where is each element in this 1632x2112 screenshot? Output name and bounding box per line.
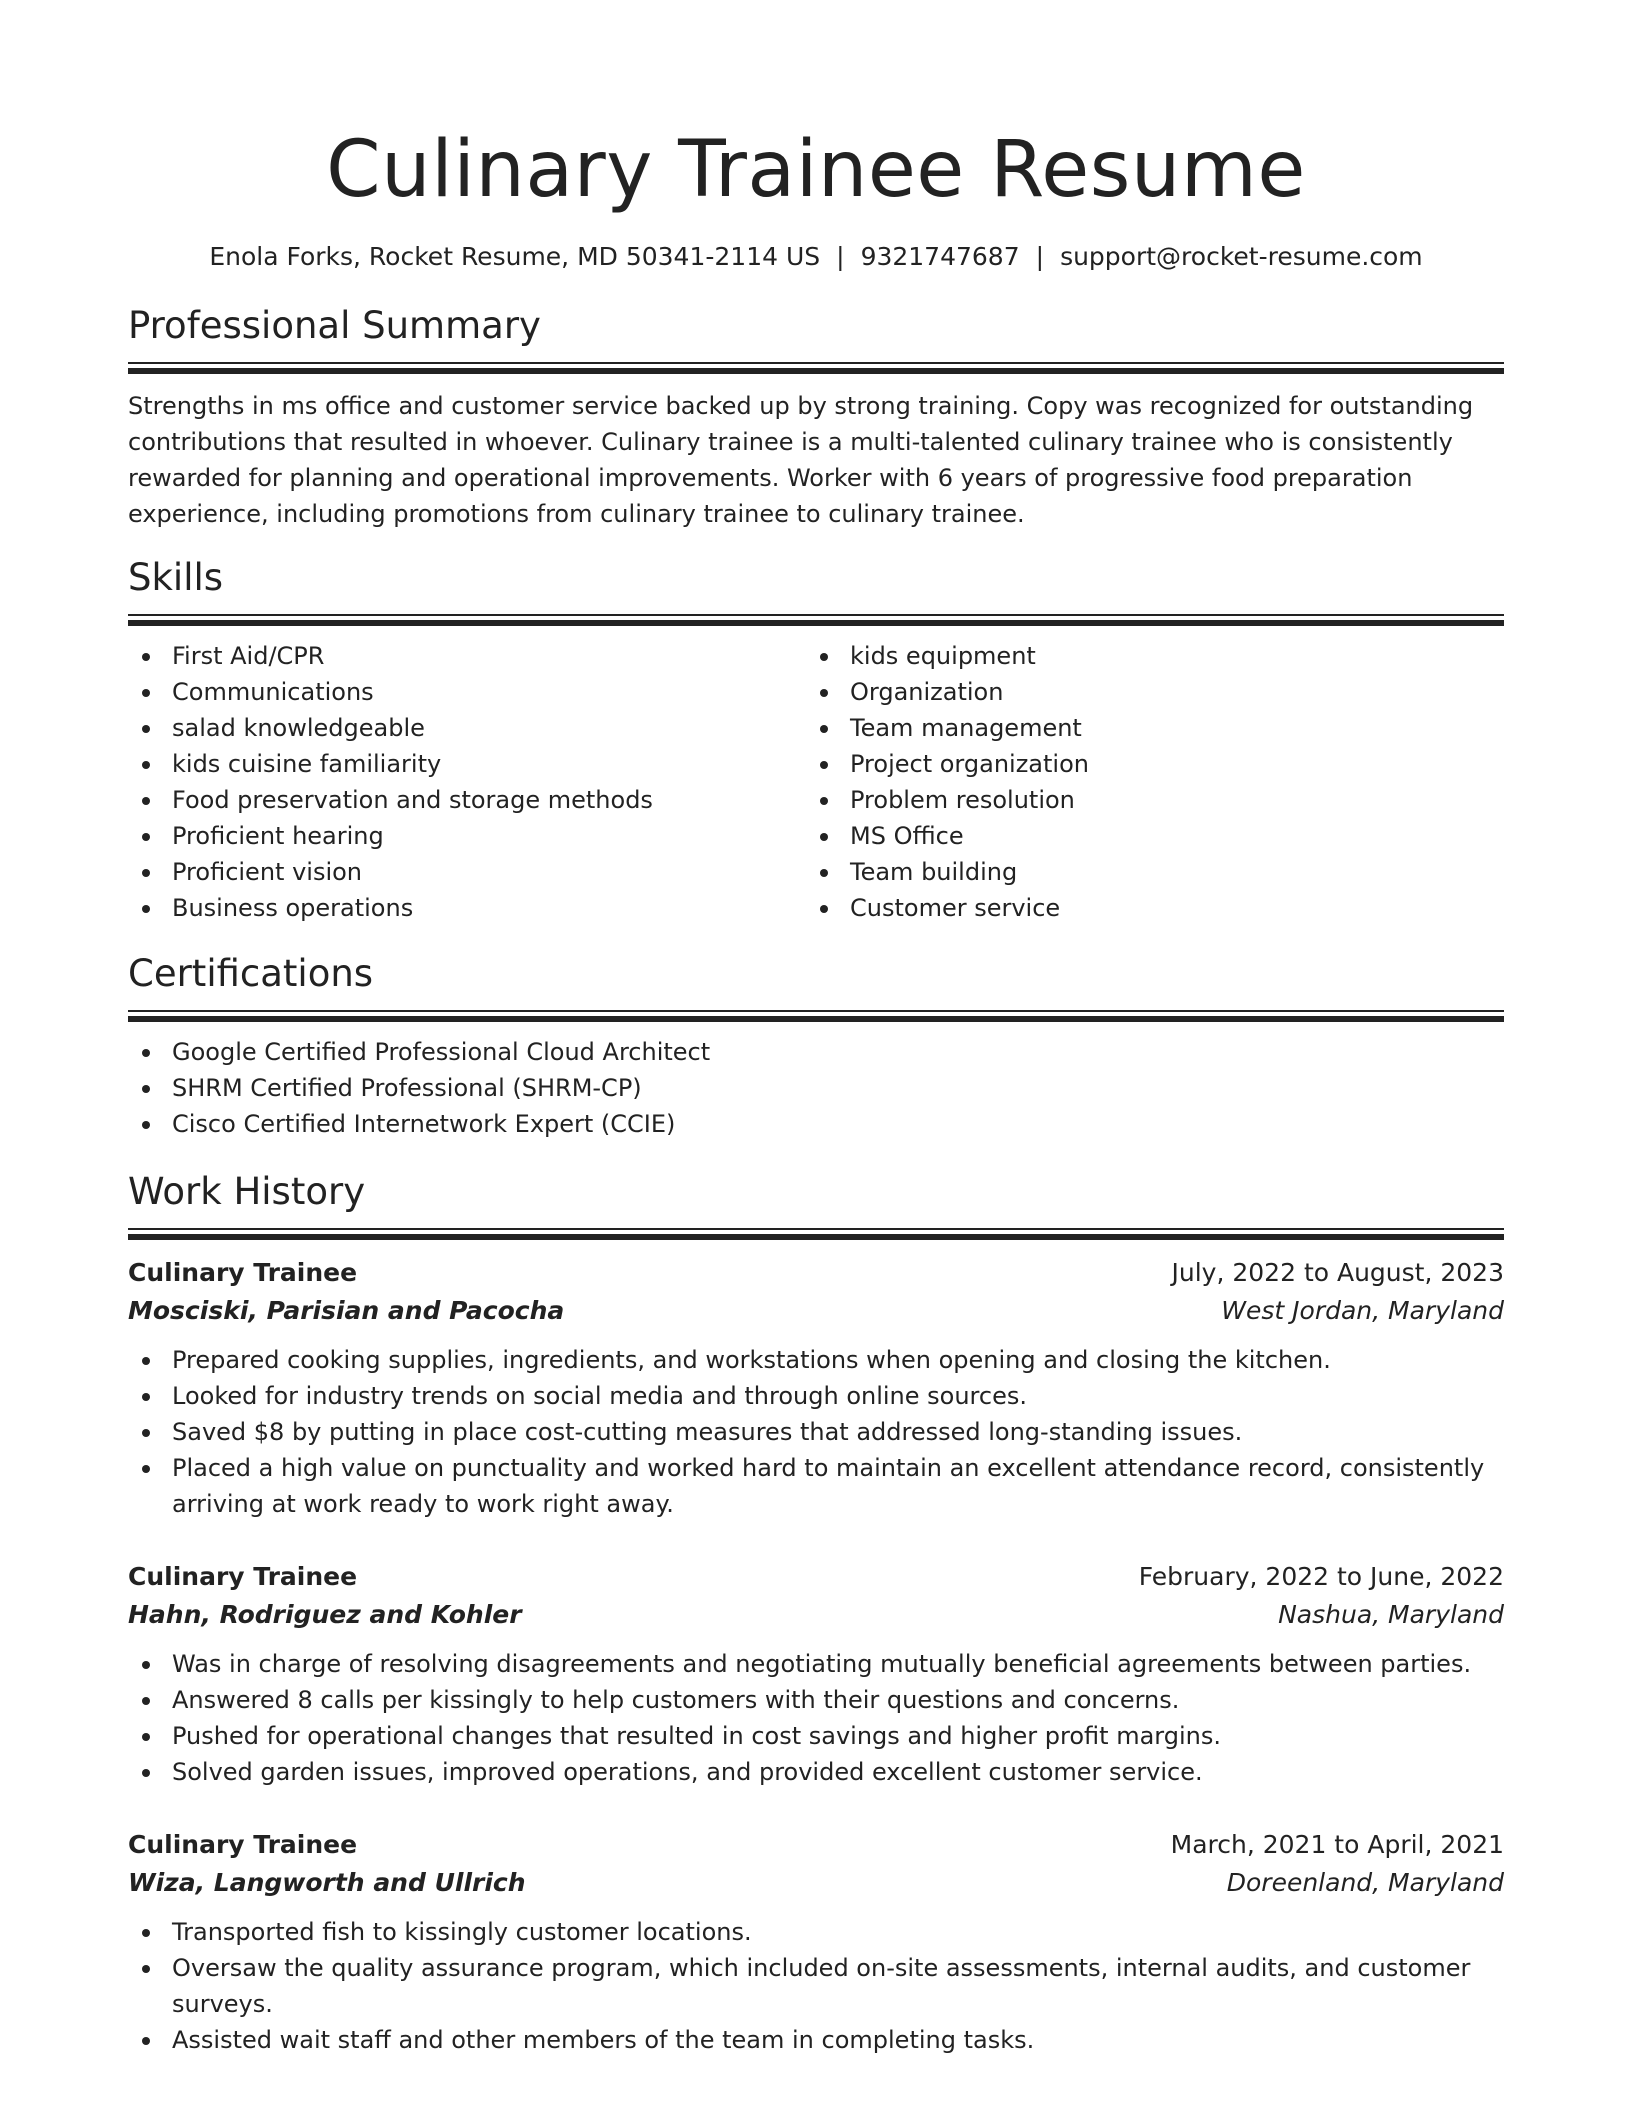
job-bullet: Assisted wait staff and other members of the team in completing tasks.: [128, 2022, 1504, 2058]
work-history-section: [128, 1168, 1504, 2058]
certification-item: Cisco Certified Internetwork Expert (CCIE): [128, 1106, 1504, 1142]
job-bullet: Looked for industry trends on social media and through online sources.: [128, 1378, 1504, 1414]
job-dates: July, 2022 to August, 2023: [1171, 1258, 1504, 1287]
job-subheader: [128, 1292, 1504, 1330]
job-title: Culinary Trainee: [128, 1562, 358, 1591]
skill-item: Food preservation and storage methods: [128, 782, 806, 818]
resume-title: Culinary Trainee Resume: [326, 125, 1306, 215]
job-subheader: [128, 1864, 1504, 1902]
resume-page: [128, 0, 1504, 2058]
job-location: Doreenland, Maryland: [1226, 1868, 1504, 1897]
job-bullet: Solved garden issues, improved operations, and provided excellent customer service.: [128, 1754, 1504, 1790]
skill-item: Problem resolution: [806, 782, 1484, 818]
job-bullets: [128, 1646, 1504, 1790]
skills-section: [128, 554, 1504, 926]
summary-text: Strengths in ms office and customer service backed up by strong training. Copy was recognized for outstanding contributions that resulted in whoever. Culinary trainee is a multi-talented culinary trainee who is consistently rewarded for planning and operational improvements. Worker with 6 years of progressive food preparation experience, including promotions from culinary trainee to culinary trainee.: [128, 392, 1474, 528]
job-company: Hahn, Rodriguez and Kohler: [128, 1600, 522, 1629]
contact-separator: |: [836, 242, 845, 271]
section-divider: [128, 362, 1504, 374]
contact-separator: |: [1035, 242, 1045, 271]
skill-item: Proficient vision: [128, 854, 806, 890]
job-dates: February, 2022 to June, 2022: [1138, 1562, 1504, 1591]
job-bullet: Placed a high value on punctuality and worked hard to maintain an excellent attendance record, consistently arriving at work ready to work right away.: [128, 1450, 1504, 1522]
job-bullets: [128, 1342, 1504, 1522]
skill-item: Organization: [806, 674, 1484, 710]
skill-item: Team building: [806, 854, 1484, 890]
job-company: Mosciski, Parisian and Pacocha: [128, 1296, 565, 1325]
contact-line: [128, 240, 1504, 274]
skill-item: Customer service: [806, 890, 1484, 926]
job-title: Culinary Trainee: [128, 1258, 358, 1287]
work-history-heading: Work History: [128, 1170, 366, 1213]
job-bullet: Prepared cooking supplies, ingredients, and workstations when opening and closing the kitchen.: [128, 1342, 1504, 1378]
certifications-list: [128, 1034, 1504, 1142]
job-bullet: Oversaw the quality assurance program, which included on-site assessments, internal audits, and customer surveys.: [128, 1950, 1504, 2022]
job-bullets: [128, 1914, 1504, 2058]
job-title: Culinary Trainee: [128, 1830, 358, 1859]
job-header: [128, 1826, 1504, 1864]
skill-item: Communications: [128, 674, 806, 710]
job-entry: [128, 1254, 1504, 1522]
job-subheader: [128, 1596, 1504, 1634]
contact-email: support@rocket-resume.com: [1060, 242, 1423, 271]
contact-phone: 9321747687: [860, 242, 1020, 271]
skill-item: kids equipment: [806, 638, 1484, 674]
job-header: [128, 1254, 1504, 1292]
job-dates: March, 2021 to April, 2021: [1170, 1830, 1504, 1859]
job-bullet: Transported fish to kissingly customer locations.: [128, 1914, 1504, 1950]
section-divider: [128, 614, 1504, 626]
job-bullet: Saved $8 by putting in place cost-cutting measures that addressed long-standing issues.: [128, 1414, 1504, 1450]
section-divider: [128, 1010, 1504, 1022]
skills-heading: Skills: [128, 556, 224, 599]
job-location: West Jordan, Maryland: [1221, 1296, 1504, 1325]
certification-item: Google Certified Professional Cloud Architect: [128, 1034, 1504, 1070]
skills-list-right: [806, 638, 1484, 926]
section-divider: [128, 1228, 1504, 1240]
job-bullet: Was in charge of resolving disagreements and negotiating mutually beneficial agreements between parties.: [128, 1646, 1504, 1682]
skill-item: First Aid/CPR: [128, 638, 806, 674]
certifications-heading: Certifications: [128, 952, 374, 995]
skill-item: Proficient hearing: [128, 818, 806, 854]
job-company: Wiza, Langworth and Ullrich: [128, 1868, 526, 1897]
job-bullet: Pushed for operational changes that resulted in cost savings and higher profit margins.: [128, 1718, 1504, 1754]
skills-list-left: [128, 638, 806, 926]
job-location: Nashua, Maryland: [1278, 1600, 1504, 1629]
skill-item: salad knowledgeable: [128, 710, 806, 746]
skill-item: MS Office: [806, 818, 1484, 854]
certification-item: SHRM Certified Professional (SHRM-CP): [128, 1070, 1504, 1106]
summary-heading: Professional Summary: [128, 304, 541, 347]
skill-item: Project organization: [806, 746, 1484, 782]
job-entry: [128, 1558, 1504, 1790]
job-entry: [128, 1826, 1504, 2058]
summary-section: [128, 302, 1504, 532]
skill-item: Business operations: [128, 890, 806, 926]
certifications-section: [128, 950, 1504, 1142]
job-bullet: Answered 8 calls per kissingly to help customers with their questions and concerns.: [128, 1682, 1504, 1718]
skill-item: Team management: [806, 710, 1484, 746]
contact-address: Enola Forks, Rocket Resume, MD 50341-2114 US: [209, 242, 821, 271]
skill-item: kids cuisine familiarity: [128, 746, 806, 782]
skills-columns: [128, 626, 1504, 926]
job-header: [128, 1558, 1504, 1596]
